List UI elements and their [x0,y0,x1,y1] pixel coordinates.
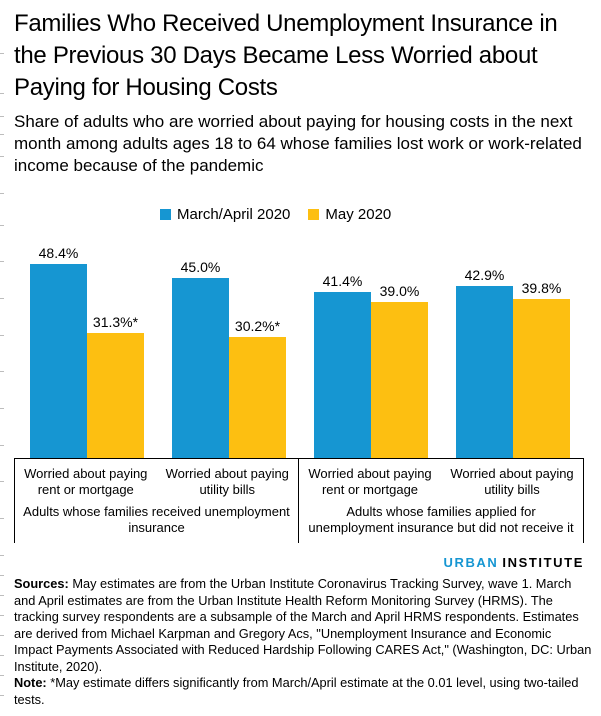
bar-value-label: 30.2%* [234,318,281,335]
bar-value-label: 39.8% [521,279,562,296]
axis-category-label: Worried about paying rent or mortgage [24,466,148,497]
bar [513,299,570,458]
axis-group-label: Adults whose families applied for unemployment insurance but did not receive it [308,504,574,535]
axis-group-received [15,459,299,543]
bar-column [314,274,371,458]
bar-value-label: 42.9% [464,267,505,284]
bar-column [172,260,229,458]
significance-note [14,675,592,708]
bar-chart-plot-area [14,235,584,458]
edge-tick [0,193,4,194]
edge-tick [0,675,4,676]
axis-category-label: Worried about paying utility bills [450,466,574,497]
urban-institute-logo [0,555,584,570]
legend-item-march-april [160,206,290,223]
chart-legend [160,205,601,223]
bar-column [87,315,144,458]
bar-column [513,281,570,458]
bar-column [30,246,87,458]
bar [172,278,229,458]
legend-swatch-yellow-icon [308,209,319,220]
bar-value-label: 39.0% [379,283,420,299]
bar-column [456,268,513,458]
edge-tick [0,695,4,696]
edge-tick [0,635,4,636]
bar-column [371,284,428,458]
legend-item-may [308,206,391,223]
edge-tick [0,335,4,336]
edge-tick [0,53,4,54]
note-label: Note: [14,675,47,690]
edge-tick [0,156,4,157]
bar-column [229,319,286,458]
bar [87,333,144,458]
edge-tick [0,575,4,576]
axis-group-applied [299,459,583,543]
sources-text: May estimates are from the Urban Institute Coronavirus Tracking Survey, wave 1. March and April estimates are from the Urban Institute Health Reform Monitoring Survey (HRMS). The tracking survey respondents are a subsample of the March and April HRMS respondents. Estimates are derived from Michael Karpman and Gregory Acs, "Unemployment Insurance and Economic Impact Payments Associated with Reduced Hardship Following CARES Act," (Washington, DC: Urban Institute, 2020). [14,576,592,674]
edge-tick [0,445,4,446]
bar-group [456,268,570,458]
bar [456,286,513,458]
logo-urban-text: URBAN [443,555,499,570]
edge-tick [0,518,4,519]
edge-tick [0,555,4,556]
bar-group [314,274,428,458]
edge-tick [0,595,4,596]
bar-value-label: 45.0% [180,259,221,275]
bar [314,292,371,458]
edge-tick [0,93,4,94]
bar-group [30,246,144,458]
category-axis-table [14,458,584,543]
footer-notes [14,576,592,708]
edge-tick [0,615,4,616]
bar-group [172,260,286,458]
legend-label: March/April 2020 [177,205,291,223]
bar [229,337,286,458]
note-text: *May estimate differs significantly from March/April estimate at the 0.01 level, using two-tailed tests. [14,675,579,707]
logo-institute-text: INSTITUTE [502,555,584,570]
bar [371,302,428,458]
bar-value-label: 48.4% [38,245,79,262]
edge-tick [0,298,4,299]
bar-value-label: 41.4% [322,273,363,290]
axis-category-label: Worried about paying utility bills [165,466,289,497]
bar [30,264,87,458]
chart-subtitle: Share of adults who are worried about paying for housing costs in the next month among adults ages 18 to 64 whose families lost work or work-related income because of the pandemic [14,112,582,175]
edge-tick [0,116,4,117]
chart-title: Families Who Received Unemployment Insurance in the Previous 30 Days Became Less Worried about Paying for Housing Costs [14,10,558,101]
sources-label: Sources: [14,576,69,591]
legend-swatch-blue-icon [160,209,171,220]
legend-label: May 2020 [325,205,392,223]
edge-tick [0,655,4,656]
axis-category-label: Worried about paying rent or mortgage [308,466,432,497]
chart-figure [0,8,601,716]
edge-tick [0,261,4,262]
edge-tick [0,481,4,482]
sources-note [14,576,592,675]
edge-tick [0,408,4,409]
bar-value-label: 31.3%* [92,313,139,330]
edge-tick [0,225,4,226]
axis-group-label: Adults whose families received unemployment insurance [23,504,290,535]
edge-tick [0,134,4,135]
edge-tick [0,371,4,372]
